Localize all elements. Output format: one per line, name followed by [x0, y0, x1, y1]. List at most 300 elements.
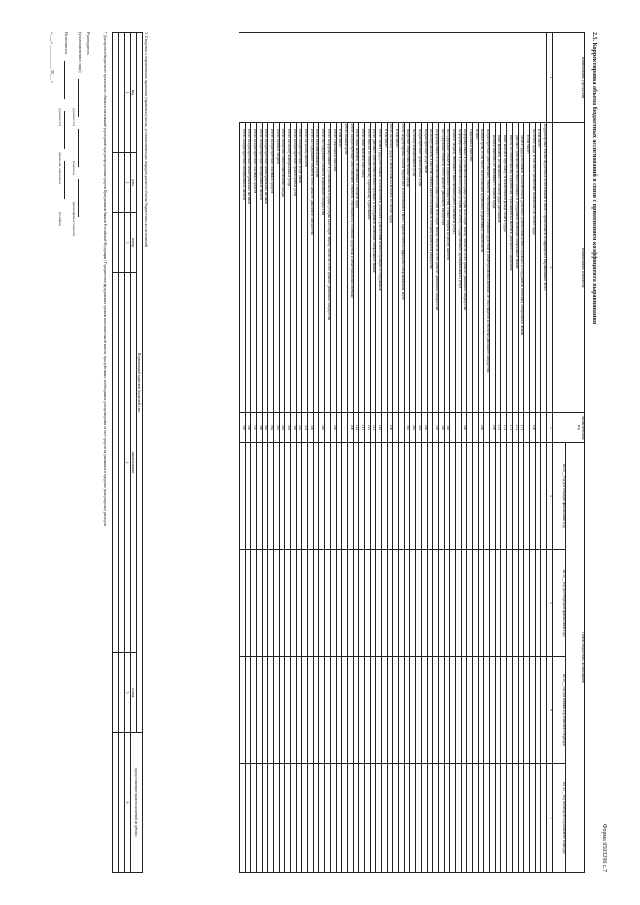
row-code [427, 413, 433, 443]
row-code: 114 [353, 413, 359, 443]
table-row [524, 33, 530, 873]
value-cell [347, 657, 353, 764]
value-cell [262, 657, 268, 764]
value-cell [308, 443, 314, 550]
value-cell [450, 764, 456, 873]
header-num: 1 [547, 33, 553, 123]
ref-section-title: 3. Сведения о нормативных правовых (правовых) актах, устанавливающих порядок расчета объема бюджетных ассигнований [144, 32, 149, 247]
ref-table [112, 32, 143, 873]
value-cell [416, 550, 422, 657]
table-row [393, 33, 399, 873]
value-cell [302, 550, 308, 657]
value-cell [438, 764, 444, 873]
value-cell [529, 550, 535, 657]
unit-cell [353, 33, 359, 123]
value-cell [319, 764, 325, 873]
value-cell [467, 657, 473, 764]
value-cell [291, 657, 297, 764]
row-name: Итого иные выплаты персоналу [359, 123, 365, 413]
value-cell [518, 764, 524, 873]
value-cell [359, 764, 365, 873]
unit-cell [365, 33, 371, 123]
value-cell [376, 657, 382, 764]
value-cell [245, 764, 251, 873]
value-cell [336, 443, 342, 550]
ref-header-col: предоставление прав полномочий (в рублях) [131, 733, 143, 873]
row-name: Итого на приобретение материальных запасов [239, 123, 245, 413]
unit-cell [393, 33, 399, 123]
value-cell [291, 550, 297, 657]
table-row [501, 33, 507, 873]
table-row [268, 33, 274, 873]
value-cell [478, 550, 484, 657]
value-cell [359, 550, 365, 657]
unit-cell [535, 33, 541, 123]
unit-cell [484, 33, 490, 123]
unit-cell [325, 33, 331, 123]
value-cell [342, 550, 348, 657]
value-cell [535, 550, 541, 657]
row-code [393, 413, 399, 443]
ref-header-col: наименование [131, 273, 137, 653]
value-cell [410, 550, 416, 657]
row-name: в том числе: [524, 123, 530, 413]
lead-label: Руководитель [86, 32, 91, 56]
row-code: 361 [416, 413, 422, 443]
value-cell [416, 657, 422, 764]
table-row [478, 33, 484, 873]
header-num: 4 [547, 443, 553, 550]
row-code: 366 [256, 413, 262, 443]
value-cell [495, 764, 501, 873]
table-row [376, 33, 382, 873]
signature-lead-sub [78, 32, 83, 223]
unit-cell [524, 33, 530, 123]
table-row [490, 33, 496, 873]
row-code: 172 [512, 413, 518, 443]
row-code: 180 [490, 413, 496, 443]
row-code: 380 [245, 413, 251, 443]
value-cell [461, 764, 467, 873]
unit-cell [262, 33, 268, 123]
value-cell [541, 764, 547, 873]
value-cell [262, 764, 268, 873]
value-cell [490, 443, 496, 550]
unit-cell [302, 33, 308, 123]
value-cell [438, 550, 444, 657]
value-cell [393, 443, 399, 550]
row-code: 364 [268, 413, 274, 443]
row-name: на приобретение (изготовление) объектов, относящихся к основным средствам и нематериальным активам, не относящихся к объектам движимого имущества [484, 123, 490, 413]
row-name: Итого на приобретение нематериальных активов [245, 123, 251, 413]
header-num: 6 [547, 657, 553, 764]
value-cell [319, 550, 325, 657]
row-name: денежное довольствие военнослужащих и сотрудников, имеющих специальные звания [512, 123, 518, 413]
row-name: Итого на приобретение транспортных услуг [291, 123, 297, 413]
table-row [239, 33, 245, 873]
value-cell [456, 443, 462, 550]
header-group: Объем бюджетных ассигнований [566, 443, 585, 873]
unit-cell [239, 33, 245, 123]
value-cell [382, 550, 388, 657]
ref-header-group: Нормативный правовой (правовой) акт [137, 33, 143, 733]
ref-num: 3 [125, 213, 131, 273]
value-cell [387, 443, 393, 550]
value-cell [239, 657, 245, 764]
unit-cell [274, 33, 280, 123]
table-row [336, 33, 342, 873]
row-name: Итого на приобретение основных средств [251, 123, 257, 413]
unit-cell [450, 33, 456, 123]
value-cell [376, 764, 382, 873]
adjustment-table [239, 32, 585, 873]
value-cell [410, 657, 416, 764]
unit-cell [251, 33, 257, 123]
table-row [529, 33, 535, 873]
row-code: 330 [433, 413, 439, 443]
row-name: Итого на иные затраты [274, 123, 280, 413]
value-cell [330, 657, 336, 764]
form-code: Форма 0503296 с.7 [601, 823, 607, 872]
value-cell [473, 764, 479, 873]
value-cell [325, 443, 331, 550]
header-unit: Наименование учреждения [553, 33, 585, 123]
signature-exec [64, 32, 69, 205]
row-code: 300 [461, 413, 467, 443]
value-cell [251, 550, 257, 657]
row-name: Итого корректировка объема бюджетных ассигнований в связи с применением коэффициента выравнивания, всего [399, 123, 405, 413]
table-row [461, 33, 467, 873]
value-cell [433, 764, 439, 873]
table-row [541, 33, 547, 873]
row-name: в том числе: [382, 123, 388, 413]
row-code: 175 [495, 413, 501, 443]
row-code: 112 [365, 413, 371, 443]
value-cell [319, 657, 325, 764]
ref-num: 6 [125, 733, 131, 873]
table-row [353, 33, 359, 873]
header-num: 5 [547, 550, 553, 657]
unit-cell [512, 33, 518, 123]
value-cell [421, 764, 427, 873]
row-name: Итого на приобретение услуг связи [296, 123, 302, 413]
value-cell [501, 550, 507, 657]
row-code [399, 413, 405, 443]
sig-cap: (подпись) [72, 160, 76, 176]
unit-cell [376, 33, 382, 123]
table-row [262, 33, 268, 873]
value-cell [490, 657, 496, 764]
row-code [541, 413, 547, 443]
row-code [336, 413, 342, 443]
unit-cell [313, 33, 319, 123]
value-cell [421, 550, 427, 657]
value-cell [490, 764, 496, 873]
value-cell [399, 443, 405, 550]
value-cell [376, 550, 382, 657]
row-name: Итого на содержание объектов недвижимого имущества [319, 123, 325, 413]
value-cell [274, 657, 280, 764]
value-cell [438, 657, 444, 764]
row-name: на оплату коммунальных услуг [410, 123, 416, 413]
value-cell [507, 443, 513, 550]
sig-cap: (должность) [72, 108, 76, 126]
unit-cell [347, 33, 353, 123]
value-cell [518, 443, 524, 550]
value-cell [473, 657, 479, 764]
value-cell [512, 443, 518, 550]
value-cell [450, 657, 456, 764]
exec-label: Исполнитель [64, 32, 69, 55]
unit-cell [433, 33, 439, 123]
value-cell [268, 657, 274, 764]
value-cell [541, 657, 547, 764]
value-cell [325, 550, 331, 657]
value-cell [262, 550, 268, 657]
value-cell [336, 764, 342, 873]
value-cell [495, 550, 501, 657]
value-cell [279, 657, 285, 764]
value-cell [541, 550, 547, 657]
value-cell [347, 443, 353, 550]
value-cell [524, 657, 530, 764]
value-cell [535, 443, 541, 550]
row-code: 390 [239, 413, 245, 443]
value-cell [461, 657, 467, 764]
table-row [256, 33, 262, 873]
value-cell [512, 657, 518, 764]
value-cell [365, 764, 371, 873]
value-cell [296, 550, 302, 657]
value-cell [268, 443, 274, 550]
row-code: 310 [444, 413, 450, 443]
row-name: Итого на приобретение нематериальных активов [262, 123, 268, 413]
unit-cell [461, 33, 467, 123]
row-name: социальные выплаты [467, 123, 473, 413]
value-cell [393, 550, 399, 657]
value-cell [313, 443, 319, 550]
row-name: Корректировка объема бюджетных ассигнований в связи с применением коэффициента выравнивания, всего [541, 123, 547, 413]
value-cell [296, 764, 302, 873]
row-code: 365 [262, 413, 268, 443]
value-cell [461, 550, 467, 657]
value-cell [473, 550, 479, 657]
row-code [450, 413, 456, 443]
value-cell [268, 764, 274, 873]
value-cell [382, 657, 388, 764]
value-cell [427, 550, 433, 657]
footnote: * Для проекта бюджетного прогнозного объема ассигнований учреждений при распределении средств Центральным банком Российской Федерации (Учредителем) федеральных органов исполнительной власти, при действиях, необходимых для проведения за счет средств на указанных в пределах (или разделах) расходов. [103, 32, 107, 527]
value-cell [416, 443, 422, 550]
row-name: на формирование в установленном порядке резерва на полную замену объектов особо ценного движимого имущества [461, 123, 467, 413]
value-cell [347, 550, 353, 657]
unit-cell [285, 33, 291, 123]
unit-cell [478, 33, 484, 123]
ref-header-col: вид [131, 33, 137, 153]
row-code: 200 [478, 413, 484, 443]
section-title: 2.5. Корректировка объема бюджетных ассигнований в связи с применением коэффициента выравнивания [591, 32, 597, 325]
row-code: 352 [296, 413, 302, 443]
row-name: Итого социальные выплаты [330, 123, 336, 413]
value-cell [251, 657, 257, 764]
value-cell [239, 443, 245, 550]
value-cell [484, 550, 490, 657]
ref-num: 5 [125, 653, 131, 733]
table-row [410, 33, 416, 873]
value-cell [291, 764, 297, 873]
value-cell [456, 550, 462, 657]
value-cell [370, 764, 376, 873]
header-name: Наименование показателя [553, 123, 585, 413]
header-year-3: на 20__ год (на первый год планового периода) [553, 657, 566, 764]
row-name: Итого на приобретение (изготовление) объектов, относящихся к основным средствам и нематериальным активам [347, 123, 353, 413]
unit-cell [529, 33, 535, 123]
row-code: 363 [404, 413, 410, 443]
value-cell [512, 764, 518, 873]
value-cell [274, 764, 280, 873]
row-code: 362 [279, 413, 285, 443]
value-cell [347, 764, 353, 873]
value-cell [285, 550, 291, 657]
value-cell [313, 764, 319, 873]
value-cell [251, 443, 257, 550]
value-cell [433, 657, 439, 764]
unit-cell [296, 33, 302, 123]
row-name: в том числе: [336, 123, 342, 413]
row-code: 110 [376, 413, 382, 443]
value-cell [342, 443, 348, 550]
table-row [535, 33, 541, 873]
row-name: Итого на содержание объектов особо ценного движимого имущества [308, 123, 314, 413]
row-code: 173 [507, 413, 513, 443]
table-row [365, 33, 371, 873]
row-code [484, 413, 490, 443]
signature-lead [86, 32, 91, 55]
value-cell [387, 657, 393, 764]
table-row [404, 33, 410, 873]
row-name: Итого на приобретение основных средств [268, 123, 274, 413]
table-row [421, 33, 427, 873]
value-cell [353, 764, 359, 873]
row-code [342, 413, 348, 443]
table-row [325, 33, 331, 873]
table-row [495, 33, 501, 873]
row-code [535, 413, 541, 443]
row-code: 360 [421, 413, 427, 443]
header-year-2: на 20__ год (на очередной финансовый год) [553, 550, 566, 657]
exec-cap: (фамилия, инициалы) [58, 152, 62, 184]
value-cell [370, 550, 376, 657]
value-cell [330, 764, 336, 873]
table-row [456, 33, 462, 873]
row-name: на приобретение транспортных услуг [416, 123, 422, 413]
value-cell [268, 550, 274, 657]
row-code: 100 [387, 413, 393, 443]
value-cell [313, 550, 319, 657]
unit-cell [291, 33, 297, 123]
table-row [427, 33, 433, 873]
unit-cell [245, 33, 251, 123]
table-row [285, 33, 291, 873]
value-cell [404, 657, 410, 764]
value-cell [410, 764, 416, 873]
value-cell [342, 657, 348, 764]
value-cell [256, 550, 262, 657]
unit-cell [319, 33, 325, 123]
row-name: Итого на уплату налогов [302, 123, 308, 413]
value-cell [256, 764, 262, 873]
row-code: 351 [302, 413, 308, 443]
row-name: Итого на иные цели [342, 123, 348, 413]
value-cell [399, 657, 405, 764]
row-name: Итого на прочие общехозяйственные нужды [279, 123, 285, 413]
signature-exec-caps [58, 92, 63, 244]
row-name: на оплату труда, в том числе увеличение на выплаты по оплате труда [529, 123, 535, 413]
value-cell [308, 764, 314, 873]
row-name: на приобретение услуг связи [421, 123, 427, 413]
value-cell [427, 443, 433, 550]
row-name: на иные цели, в том числе на исполнение публичных нормативных обязательств [478, 123, 484, 413]
row-code [382, 413, 388, 443]
value-cell [319, 443, 325, 550]
row-name: на содержание объектов недвижимого имущества, а также затраты на уплату налогов [444, 123, 450, 413]
value-cell [433, 550, 439, 657]
row-code: 171 [518, 413, 524, 443]
row-name: на формирование в установленном порядке резерва на оплату государственных (муниципальных) услуг [456, 123, 462, 413]
value-cell [365, 443, 371, 550]
unit-cell [518, 33, 524, 123]
row-name: иные выплаты персоналу, за исключением фонда оплаты труда [501, 123, 507, 413]
unit-cell [256, 33, 262, 123]
value-cell [279, 764, 285, 873]
table-row [370, 33, 376, 873]
ref-num: 1 [125, 33, 131, 153]
value-cell [501, 443, 507, 550]
value-cell [512, 550, 518, 657]
exec-cap: (должность) [58, 108, 62, 126]
unit-cell [421, 33, 427, 123]
value-cell [330, 443, 336, 550]
unit-cell [342, 33, 348, 123]
value-cell [262, 443, 268, 550]
row-code: 360 [291, 413, 297, 443]
value-cell [291, 443, 297, 550]
unit-cell [467, 33, 473, 123]
signature-date: «____» ____________ 20___ г. [50, 32, 55, 84]
value-cell [336, 550, 342, 657]
row-code: 320 [438, 413, 444, 443]
value-cell [296, 443, 302, 550]
value-cell [330, 550, 336, 657]
row-code: 300 [330, 413, 336, 443]
value-cell [467, 443, 473, 550]
table-row [274, 33, 280, 873]
value-cell [467, 764, 473, 873]
unit-cell [416, 33, 422, 123]
value-cell [450, 550, 456, 657]
value-cell [501, 657, 507, 764]
value-cell [495, 443, 501, 550]
table-row [484, 33, 490, 873]
unit-cell [308, 33, 314, 123]
value-cell [399, 550, 405, 657]
value-cell [478, 764, 484, 873]
value-cell [461, 443, 467, 550]
table-row [467, 33, 473, 873]
value-cell [308, 657, 314, 764]
unit-cell [444, 33, 450, 123]
row-name: Итого на формирование в установленном порядке резерва на полную замену объектов особо ценного движимого имущества [325, 123, 331, 413]
